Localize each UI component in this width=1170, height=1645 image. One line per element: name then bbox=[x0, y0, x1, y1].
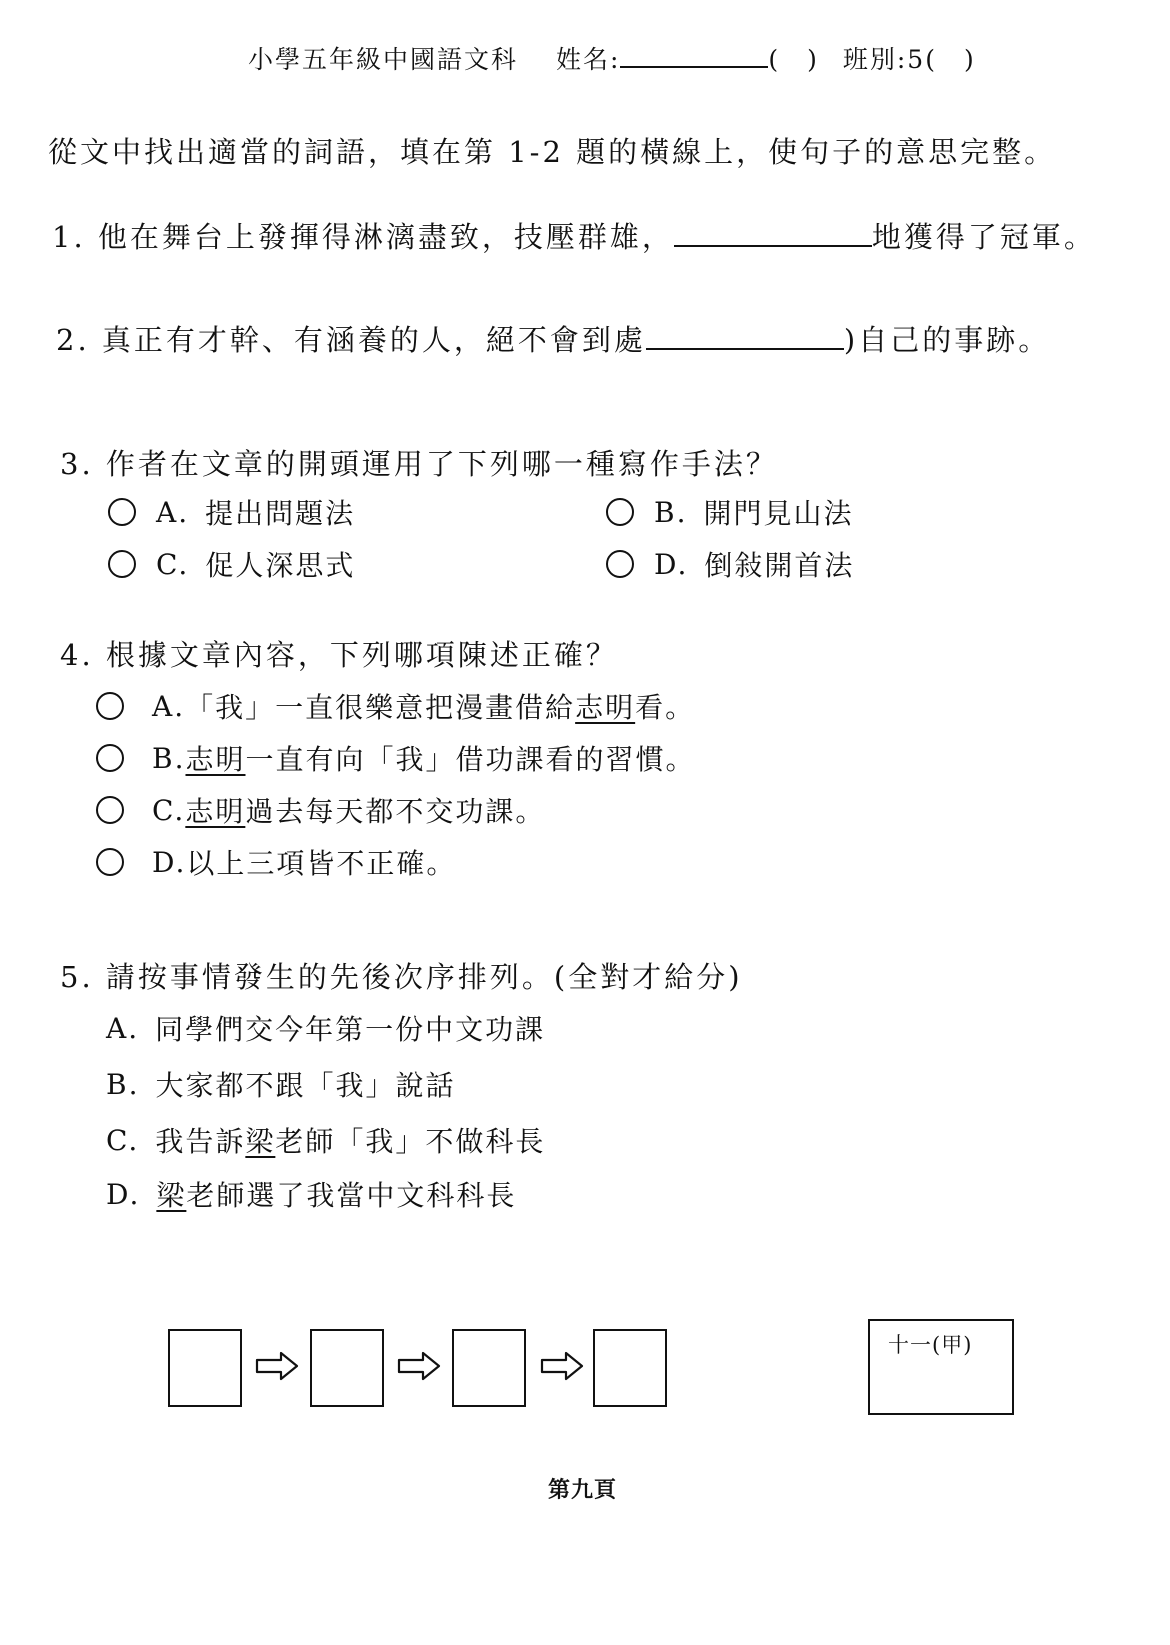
question-3-option-c[interactable] bbox=[108, 544, 355, 584]
question-1-text: 1. 他在舞台上發揮得淋漓盡致，技壓群雄， bbox=[52, 220, 674, 254]
question-4-option-d[interactable] bbox=[96, 842, 456, 882]
question-5-stem: 5. 請按事情發生的先後次序排列。(全對才給分) bbox=[60, 960, 743, 994]
option-letter: C. bbox=[156, 547, 190, 581]
question-5-event-a bbox=[106, 1008, 545, 1048]
radio-circle-icon[interactable] bbox=[108, 550, 136, 578]
proper-name: 梁 bbox=[156, 1179, 187, 1212]
worksheet-title: 小學五年級中國語文科 bbox=[248, 45, 519, 74]
class-number-bracket: ( ) bbox=[768, 45, 819, 74]
right-arrow-icon bbox=[397, 1350, 441, 1382]
question-3-option-b[interactable] bbox=[606, 492, 854, 532]
sequence-box-2[interactable] bbox=[310, 1329, 384, 1407]
question-2-blank[interactable] bbox=[646, 348, 844, 350]
option-letter: D. bbox=[152, 845, 187, 879]
option-text: 過去每天都不交功課。 bbox=[245, 795, 546, 828]
question-1 bbox=[52, 215, 1096, 256]
event-letter: A. bbox=[106, 1011, 140, 1045]
event-text: 大家都不跟「我」說話 bbox=[155, 1069, 456, 1102]
question-1-text-end: 地獲得了冠軍。 bbox=[871, 220, 1096, 254]
question-2-text: 2. 真正有才幹、有涵養的人，絕不會到處 bbox=[56, 323, 646, 357]
radio-circle-icon[interactable] bbox=[96, 796, 124, 824]
option-text: 倒敍開首法 bbox=[704, 549, 855, 582]
score-box bbox=[868, 1319, 1014, 1415]
right-arrow-icon bbox=[255, 1350, 299, 1382]
event-letter: D. bbox=[106, 1177, 141, 1211]
question-4-option-b[interactable] bbox=[96, 738, 696, 778]
sequence-box-3[interactable] bbox=[452, 1329, 526, 1407]
proper-name: 志明 bbox=[185, 795, 246, 828]
option-letter: A. bbox=[152, 689, 186, 723]
option-letter: D. bbox=[654, 547, 689, 581]
question-4-stem: 4. 根據文章內容，下列哪項陳述正確？ bbox=[60, 638, 618, 672]
question-3-stem: 3. 作者在文章的開頭運用了下列哪一種寫作手法？ bbox=[60, 447, 778, 481]
event-text: 我告訴 bbox=[155, 1125, 246, 1158]
right-arrow-icon bbox=[540, 1350, 584, 1382]
event-text-end: 老師「我」不做科長 bbox=[275, 1125, 546, 1158]
option-letter: C. bbox=[152, 793, 186, 827]
question-5-event-b bbox=[106, 1064, 456, 1104]
question-2-text-end: )自己的事跡。 bbox=[843, 323, 1051, 357]
sequence-box-4[interactable] bbox=[593, 1329, 667, 1407]
worksheet-header bbox=[248, 40, 976, 76]
option-text: 促人深思式 bbox=[205, 549, 356, 582]
radio-circle-icon[interactable] bbox=[96, 692, 124, 720]
proper-name: 志明 bbox=[575, 691, 636, 724]
option-letter: B. bbox=[152, 741, 186, 775]
sequence-box-1[interactable] bbox=[168, 1329, 242, 1407]
question-1-blank[interactable] bbox=[674, 245, 872, 247]
question-3-option-d[interactable] bbox=[606, 544, 854, 584]
name-field[interactable] bbox=[620, 66, 768, 68]
question-2 bbox=[56, 318, 1050, 359]
question-5-event-d bbox=[106, 1174, 516, 1214]
score-code-label: 十一(甲) bbox=[888, 1333, 973, 1357]
radio-circle-icon[interactable] bbox=[606, 498, 634, 526]
option-text: 一直有向「我」借功課看的習慣。 bbox=[245, 743, 696, 776]
option-letter: B. bbox=[654, 495, 688, 529]
question-5-event-c bbox=[106, 1120, 545, 1160]
radio-circle-icon[interactable] bbox=[96, 848, 124, 876]
instruction-text: 從文中找出適當的詞語，填在第 1-2 題的橫線上，使句子的意思完整。 bbox=[48, 135, 1057, 169]
option-text: 提出問題法 bbox=[205, 497, 356, 530]
option-text: 開門見山法 bbox=[703, 497, 854, 530]
event-letter: B. bbox=[106, 1067, 140, 1101]
proper-name: 梁 bbox=[245, 1125, 276, 1158]
question-4-option-c[interactable] bbox=[96, 790, 545, 830]
question-4-option-a[interactable] bbox=[96, 686, 695, 726]
page-number: 第九頁 bbox=[548, 1477, 618, 1503]
event-letter: C. bbox=[106, 1123, 140, 1157]
event-text: 同學們交今年第一份中文功課 bbox=[155, 1013, 546, 1046]
class-label: 班別:5( ) bbox=[842, 45, 976, 74]
radio-circle-icon[interactable] bbox=[108, 498, 136, 526]
option-letter: A. bbox=[156, 495, 190, 529]
radio-circle-icon[interactable] bbox=[606, 550, 634, 578]
question-3-option-a[interactable] bbox=[108, 492, 355, 532]
event-text: 老師選了我當中文科科長 bbox=[186, 1179, 517, 1212]
option-text-end: 看。 bbox=[635, 691, 696, 724]
option-text: 以上三項皆不正確。 bbox=[186, 847, 457, 880]
option-text: 「我」一直很樂意把漫畫借給 bbox=[185, 691, 576, 724]
radio-circle-icon[interactable] bbox=[96, 744, 124, 772]
name-label: 姓名: bbox=[555, 45, 621, 74]
proper-name: 志明 bbox=[185, 743, 246, 776]
